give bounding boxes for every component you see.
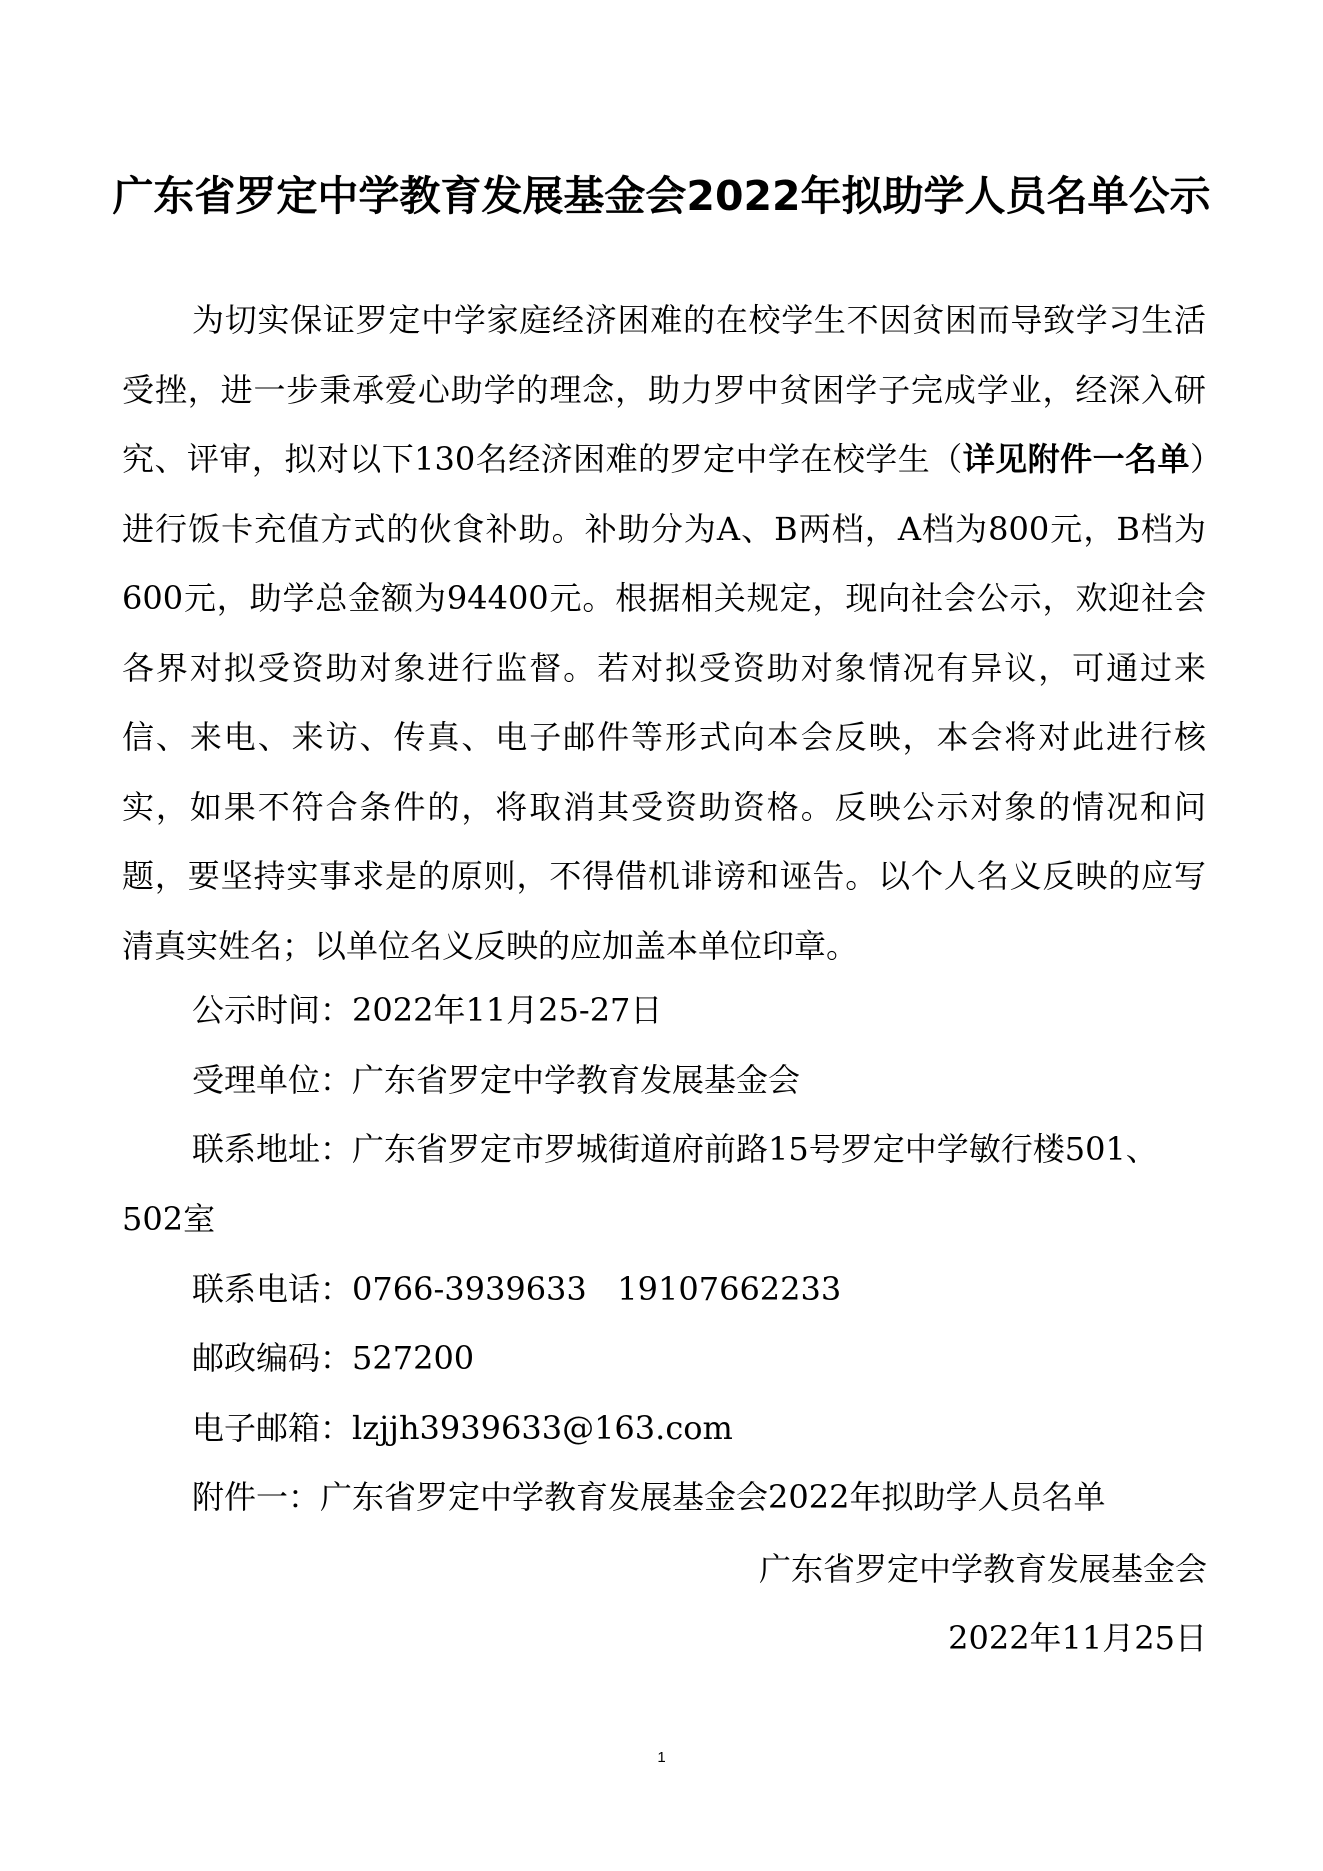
paragraph-text-part2: ）进行饭卡充值方式的伙食补助。补助分为A、B两档，A档为800元，B档为600元，助学总金额为94400元。根据相关规定，现向社会公示，欢迎社会各界对拟受资助对象进行监督。若对拟受资助对象情况有异议，可通过来信、来电、来访、传真、电子邮件等形式向本会反映，本会将对此进行核实，如果不符合条件的，将取消其受资助资格。反映公示对象的情况和问题，要坚持实事求是的原则，不得借机诽谤和诬告。以个人名义反映的应写清真实姓名；以单位名义反映的应加盖本单位印章。 — [122, 440, 1206, 965]
info-attachment: 附件一：广东省罗定中学教育发展基金会2022年拟助学人员名单 — [192, 1478, 1106, 1516]
info-postcode: 邮政编码：527200 — [192, 1339, 475, 1377]
info-address-line2: 502室 — [122, 1199, 216, 1238]
signature-date: 2022年11月25日 — [948, 1619, 1207, 1657]
document-title: 广东省罗定中学教育发展基金会2022年拟助学人员名单公示 — [112, 172, 1211, 220]
attachment-reference: 详见附件一名单 — [962, 440, 1190, 478]
info-address-line1: 联系地址：广东省罗定市罗城街道府前路15号罗定中学敏行楼501、 — [192, 1130, 1158, 1168]
page-number: 1 — [657, 1749, 666, 1766]
announcement-paragraph — [122, 286, 1206, 981]
info-phone: 联系电话：0766-3939633 19107662233 — [192, 1270, 842, 1308]
info-unit: 受理单位：广东省罗定中学教育发展基金会 — [192, 1061, 801, 1099]
paragraph-text-part1: 为切实保证罗定中学家庭经济困难的在校学生不因贫困而导致学习生活受挫，进一步秉承爱心助学的理念，助力罗中贫困学子完成学业，经深入研究、评审，拟对以下130名经济困难的罗定中学在校学生（ — [122, 301, 1206, 478]
info-address — [122, 1115, 1206, 1254]
info-email: 电子邮箱：lzjjh3939633@163.com — [192, 1409, 733, 1447]
signature-org: 广东省罗定中学教育发展基金会 — [758, 1550, 1207, 1588]
info-period: 公示时间：2022年11月25-27日 — [192, 991, 663, 1029]
